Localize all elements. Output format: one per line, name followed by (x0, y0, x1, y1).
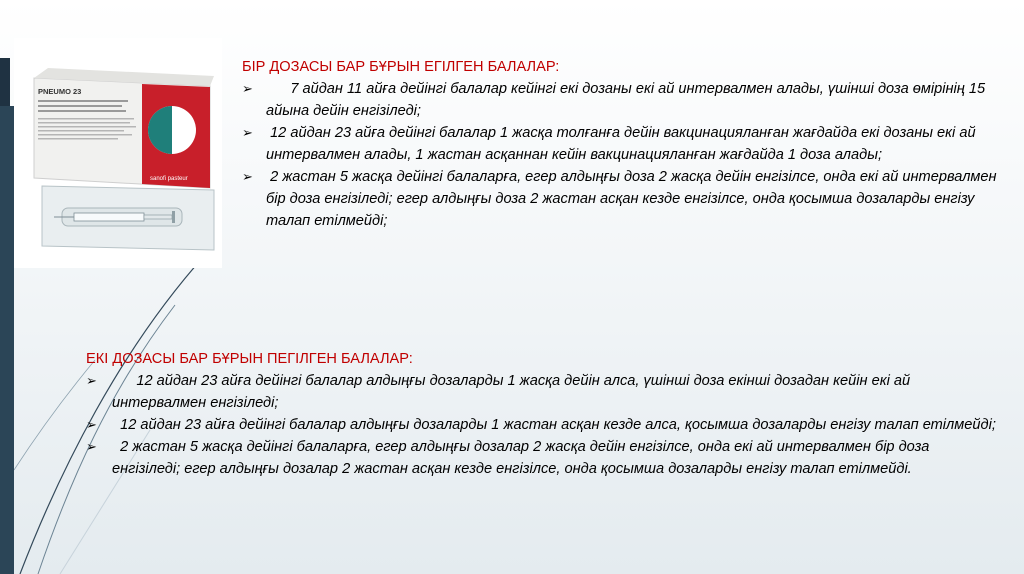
list-item (86, 414, 1001, 436)
section-one-list (242, 78, 1002, 232)
list-item-text: 2 жастан 5 жасқа дейінгі балаларға, егер алдыңғы доза 2 жасқа дейін енгізілсе, онда екі ай интервалмен бір доза енгізіледі; егер алдыңғы доза 2 жастан асқан кезде енгізілсе, онда қосымша дозаларды енгізу талап етілмейді; (266, 169, 1001, 229)
list-item (86, 436, 1001, 480)
side-accent-bar-top (0, 58, 10, 106)
list-item (86, 370, 1001, 414)
list-item (242, 122, 1002, 166)
section-one-heading: БІР ДОЗАСЫ БАР БҰРЫН ЕГІЛГЕН БАЛАЛАР: (242, 59, 560, 75)
section-two-doses (86, 348, 1001, 480)
arrow-bullet-icon: ➢ (86, 373, 97, 388)
list-item-text: 7 айдан 11 айға дейінгі балалар кейінгі екі дозаны екі ай интервалмен алады, үшінші доза өмірінің 15 айына дейін енгізіледі; (266, 81, 990, 119)
list-item-text: 12 айдан 23 айға дейінгі балалар алдыңғы дозаларды 1 жасқа дейін алса, үшінші доза екінші дозадан кейін екі ай интервалмен енгізіледі; (112, 373, 915, 411)
side-accent-bar (0, 106, 14, 574)
section-two-heading: ЕКІ ДОЗАСЫ БАР БҰРЫН ПЕГІЛГЕН БАЛАЛАР: (86, 351, 413, 367)
list-item-text: 12 айдан 23 айға дейінгі балалар алдыңғы дозаларды 1 жастан асқан кезде алса, қосымша дозаларды енгізу талап етілмейді; (112, 417, 996, 433)
list-item (242, 78, 1002, 122)
arrow-bullet-icon: ➢ (86, 439, 97, 454)
arrow-bullet-icon: ➢ (86, 417, 97, 432)
list-item-text: 2 жастан 5 жасқа дейінгі балаларға, егер алдыңғы дозалар 2 жасқа дейін енгізілсе, онда екі ай интервалмен бір доза енгізіледі; егер алдыңғы дозалар 2 жастан асқан кезде енгізілсе, онда қосымша дозаларды енгізу талап етілмейді. (112, 439, 934, 477)
arrow-bullet-icon: ➢ (242, 125, 253, 140)
list-item (242, 166, 1002, 232)
package-brand-label: PNEUMO 23 (38, 87, 82, 96)
package-manufacturer-label: sanofi pasteur (150, 176, 188, 182)
section-two-list (86, 370, 1001, 480)
vaccine-package-photo (14, 38, 222, 268)
arrow-bullet-icon: ➢ (242, 81, 253, 96)
list-item-text: 12 айдан 23 айға дейінгі балалар 1 жасқа толғанға дейін вакцинацияланған жағдайда екі дозаны екі ай интервалмен алады, 1 жастан асқаннан кейін вакцинацияланған жағдайда 1 доза алады; (266, 125, 980, 163)
arrow-bullet-icon: ➢ (242, 169, 253, 184)
section-one-dose (242, 56, 1002, 232)
